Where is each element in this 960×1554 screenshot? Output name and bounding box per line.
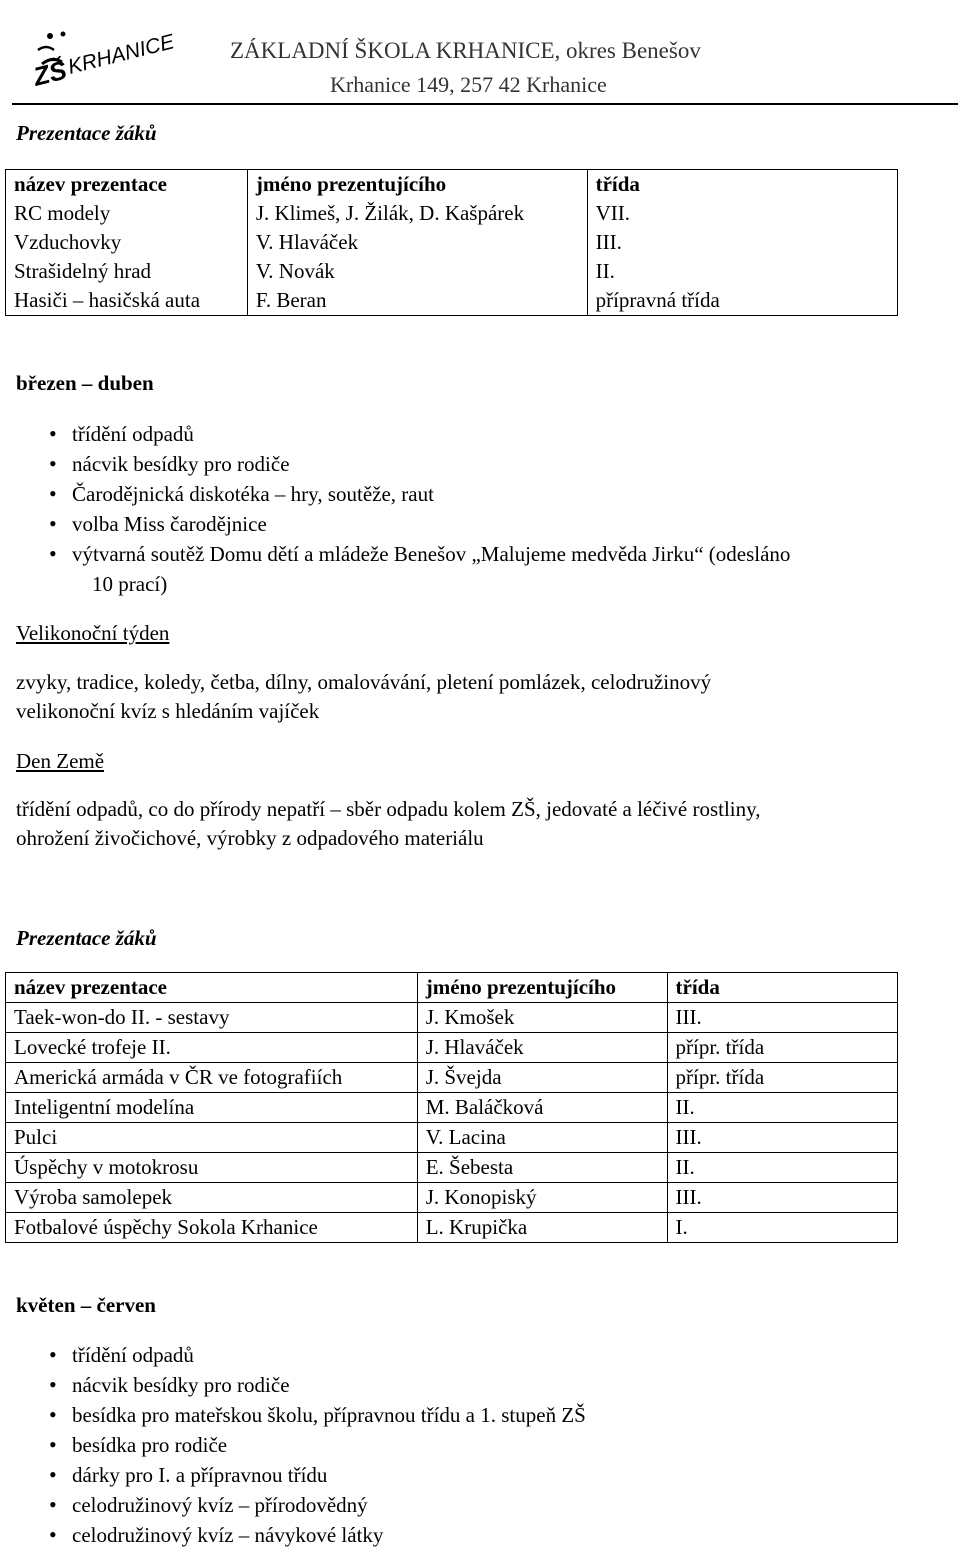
cell-title: Inteligentní modelína <box>6 1093 418 1123</box>
cell-title: Fotbalové úspěchy Sokola Krhanice <box>6 1213 418 1243</box>
cell-title: Americká armáda v ČR ve fotografiích <box>6 1063 418 1093</box>
column-header: třída <box>587 170 897 200</box>
cell-class: přípr. třída <box>667 1033 898 1063</box>
presentations-table-1 <box>5 169 898 316</box>
cell-presenter: J. Konopiský <box>417 1183 667 1213</box>
cell-presenter: V. Hlaváček <box>247 228 587 257</box>
school-address: Krhanice 149, 257 42 Krhanice <box>330 72 607 97</box>
column-header: název prezentace <box>6 973 418 1003</box>
svg-text:KRHANICE: KRHANICE <box>65 30 177 79</box>
table-row <box>6 1063 898 1093</box>
cell-class: III. <box>667 1183 898 1213</box>
cell-title: Taek-won-do II. - sestavy <box>6 1003 418 1033</box>
table-row <box>6 228 898 257</box>
table-row <box>6 257 898 286</box>
earth-day-text-line2: ohrožení živočichové, výrobky z odpadového materiálu <box>16 826 484 850</box>
list-item: • třídění odpadů <box>16 419 946 449</box>
logo-graphic <box>28 6 178 94</box>
column-header: jméno prezentujícího <box>247 170 587 200</box>
cell-class: III. <box>667 1123 898 1153</box>
cell-class: I. <box>667 1213 898 1243</box>
table-header-row <box>6 973 898 1003</box>
column-header: název prezentace <box>6 170 248 200</box>
list-item: • volba Miss čarodějnice <box>16 509 946 539</box>
cell-class: II. <box>587 257 897 286</box>
column-header: třída <box>667 973 898 1003</box>
cell-title: Výroba samolepek <box>6 1183 418 1213</box>
may-june-list <box>16 1340 946 1550</box>
list-item: • celodružinový kvíz – návykové látky <box>16 1520 946 1550</box>
list-item: • besídka pro rodiče <box>16 1430 946 1460</box>
cell-class: VII. <box>587 199 897 228</box>
cell-presenter: M. Baláčková <box>417 1093 667 1123</box>
cell-title: RC modely <box>6 199 248 228</box>
list-item: • celodružinový kvíz – přírodovědný <box>16 1490 946 1520</box>
easter-week-text-line2: velikonoční kvíz s hledáním vajíček <box>16 699 320 723</box>
table-row <box>6 1183 898 1213</box>
cell-class: přípr. třída <box>667 1063 898 1093</box>
cell-presenter: J. Klimeš, J. Žilák, D. Kašpárek <box>247 199 587 228</box>
cell-title: Pulci <box>6 1123 418 1153</box>
cell-title: Úspěchy v motokrosu <box>6 1153 418 1183</box>
list-item: • třídění odpadů <box>16 1340 946 1370</box>
table-row <box>6 1003 898 1033</box>
cell-class: III. <box>587 228 897 257</box>
easter-week-text-line1: zvyky, tradice, koledy, četba, dílny, omalovávání, pletení pomlázek, celodružinový <box>16 670 712 694</box>
march-april-list <box>16 419 946 569</box>
earth-day-title: Den Země <box>16 749 105 773</box>
cell-presenter: F. Beran <box>247 286 587 316</box>
svg-text:ZŠ: ZŠ <box>30 54 70 92</box>
list-item: • nácvik besídky pro rodiče <box>16 449 946 479</box>
cell-class: II. <box>667 1093 898 1123</box>
table-row <box>6 1093 898 1123</box>
table-row <box>6 1123 898 1153</box>
school-logo <box>28 6 178 94</box>
cell-presenter: J. Kmošek <box>417 1003 667 1033</box>
list-item: • dárky pro I. a přípravnou třídu <box>16 1460 946 1490</box>
cell-class: přípravná třída <box>587 286 897 316</box>
header-divider <box>12 103 958 105</box>
cell-presenter: V. Novák <box>247 257 587 286</box>
section-title-presentations-2: Prezentace žáků <box>16 926 157 950</box>
cell-presenter: J. Hlaváček <box>417 1033 667 1063</box>
table-row <box>6 1213 898 1243</box>
table-row <box>6 1153 898 1183</box>
table-header-row <box>6 170 898 200</box>
earth-day-text-line1: třídění odpadů, co do přírody nepatří – sběr odpadu kolem ZŠ, jedovaté a léčivé rostliny, <box>16 797 761 821</box>
section-title-march-april: březen – duben <box>16 371 154 395</box>
section-title-may-june: květen – červen <box>16 1293 156 1317</box>
cell-class: III. <box>667 1003 898 1033</box>
section-title-presentations-1: Prezentace žáků <box>16 121 157 145</box>
presentations-table-2 <box>5 972 898 1243</box>
school-name: ZÁKLADNÍ ŠKOLA KRHANICE, okres Benešov <box>230 38 701 63</box>
list-item: • besídka pro mateřskou školu, přípravnou třídu a 1. stupeň ZŠ <box>16 1400 946 1430</box>
list-item-continuation: 10 prací) <box>92 572 168 596</box>
cell-title: Strašidelný hrad <box>6 257 248 286</box>
cell-title: Vzduchovky <box>6 228 248 257</box>
cell-presenter: J. Švejda <box>417 1063 667 1093</box>
list-item: • nácvik besídky pro rodiče <box>16 1370 946 1400</box>
table-row <box>6 1033 898 1063</box>
table-row <box>6 199 898 228</box>
easter-week-title: Velikonoční týden <box>16 621 170 645</box>
cell-presenter: V. Lacina <box>417 1123 667 1153</box>
cell-presenter: E. Šebesta <box>417 1153 667 1183</box>
cell-title: Lovecké trofeje II. <box>6 1033 418 1063</box>
list-item: • výtvarná soutěž Domu dětí a mládeže Benešov „Malujeme medvěda Jirku“ (odesláno <box>16 539 946 569</box>
column-header: jméno prezentujícího <box>417 973 667 1003</box>
cell-presenter: L. Krupička <box>417 1213 667 1243</box>
cell-title: Hasiči – hasičská auta <box>6 286 248 316</box>
table-row <box>6 286 898 316</box>
list-item: • Čarodějnická diskotéka – hry, soutěže, raut <box>16 479 946 509</box>
cell-class: II. <box>667 1153 898 1183</box>
